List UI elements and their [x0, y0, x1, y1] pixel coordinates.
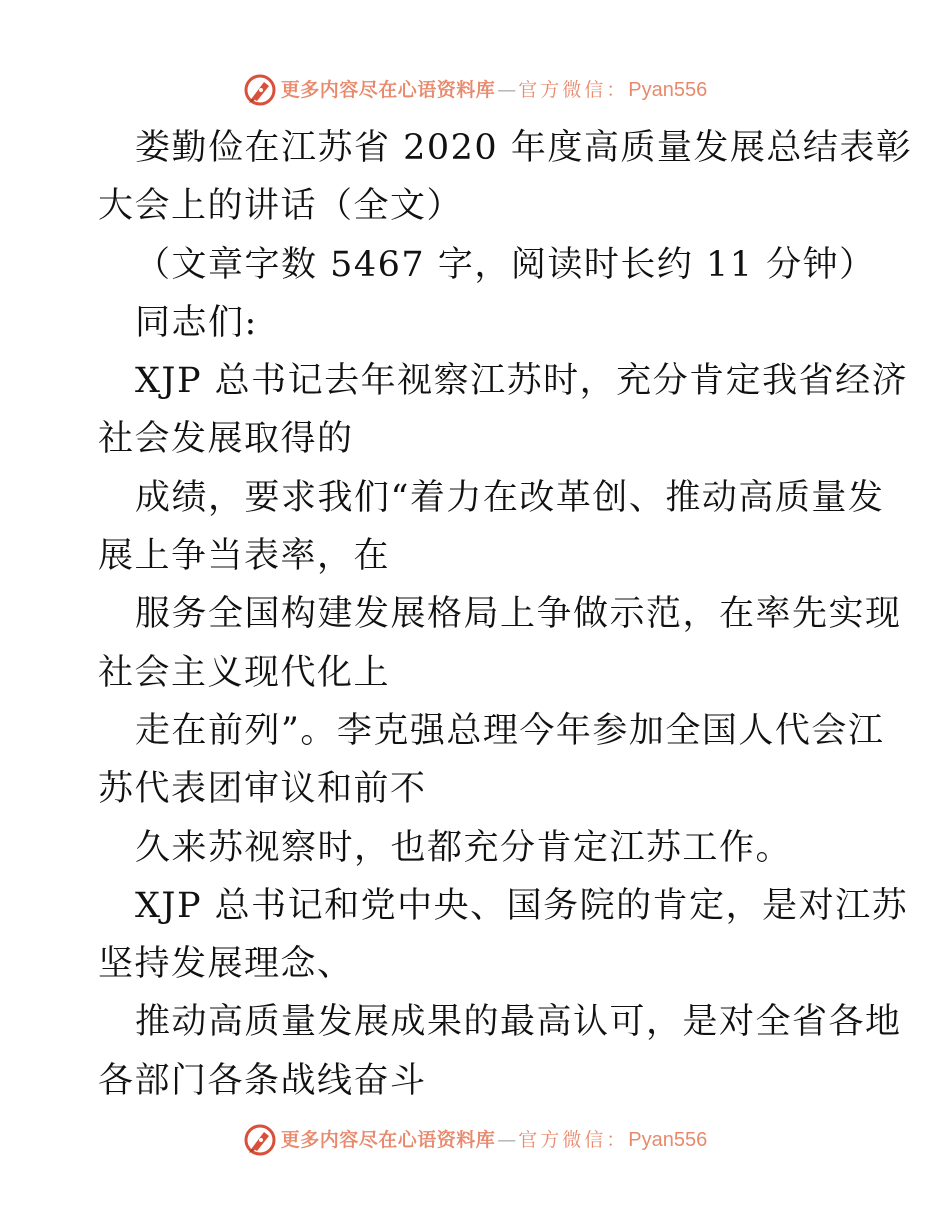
title-line-1: 娄勤俭在江苏省 2020 年度高质量发展总结表彰	[135, 128, 913, 168]
text-line: 久来苏视察时，也都充分肯定江苏工作。	[135, 827, 793, 868]
reading-info: （文章字数 5467 字，阅读时长约 11 分钟）	[135, 244, 876, 285]
text-line: 走在前列”。李克强总理今年参加全国人代会江	[135, 710, 885, 751]
title-line-2: 大会上的讲话（全文）	[98, 186, 464, 227]
pen-nib-logo-icon	[243, 1123, 277, 1157]
text-line: 苏代表团审议和前不	[98, 769, 427, 810]
text-line: 成绩，要求我们“着力在改革创、推动高质量发	[135, 477, 885, 518]
text-line: 社会发展取得的	[98, 419, 354, 460]
banner-wechat-label: 官方微信：	[518, 1128, 629, 1151]
banner-separator: —	[497, 1128, 517, 1151]
text-line: XJP 总书记和党中央、国务院的肯定，是对江苏	[135, 885, 909, 926]
text-line: XJP 总书记去年视察江苏时，充分肯定我省经济	[135, 361, 909, 402]
text-line: 推动高质量发展成果的最高认可，是对全省各地	[135, 1002, 902, 1043]
pen-nib-logo-icon	[243, 73, 277, 107]
banner-main-text: 更多内容尽在心语资料库	[280, 1128, 496, 1151]
footer-banner	[0, 1120, 950, 1160]
text-line: 服务全国构建发展格局上争做示范，在率先实现	[135, 594, 902, 635]
banner-separator: —	[497, 78, 517, 101]
banner-wechat-id: Pyan556	[628, 1129, 708, 1151]
banner-wechat-id: Pyan556	[628, 79, 708, 101]
document-body	[98, 119, 913, 1110]
text-line: 社会主义现代化上	[98, 652, 391, 693]
salutation: 同志们:	[135, 302, 258, 343]
banner-main-text: 更多内容尽在心语资料库	[280, 78, 496, 101]
text-line: 展上争当表率，在	[98, 536, 391, 577]
text-line: 坚持发展理念、	[98, 944, 354, 985]
text-line: 各部门各条战线奋斗	[98, 1060, 427, 1101]
banner-wechat-label: 官方微信：	[518, 78, 629, 101]
header-banner	[0, 70, 950, 110]
